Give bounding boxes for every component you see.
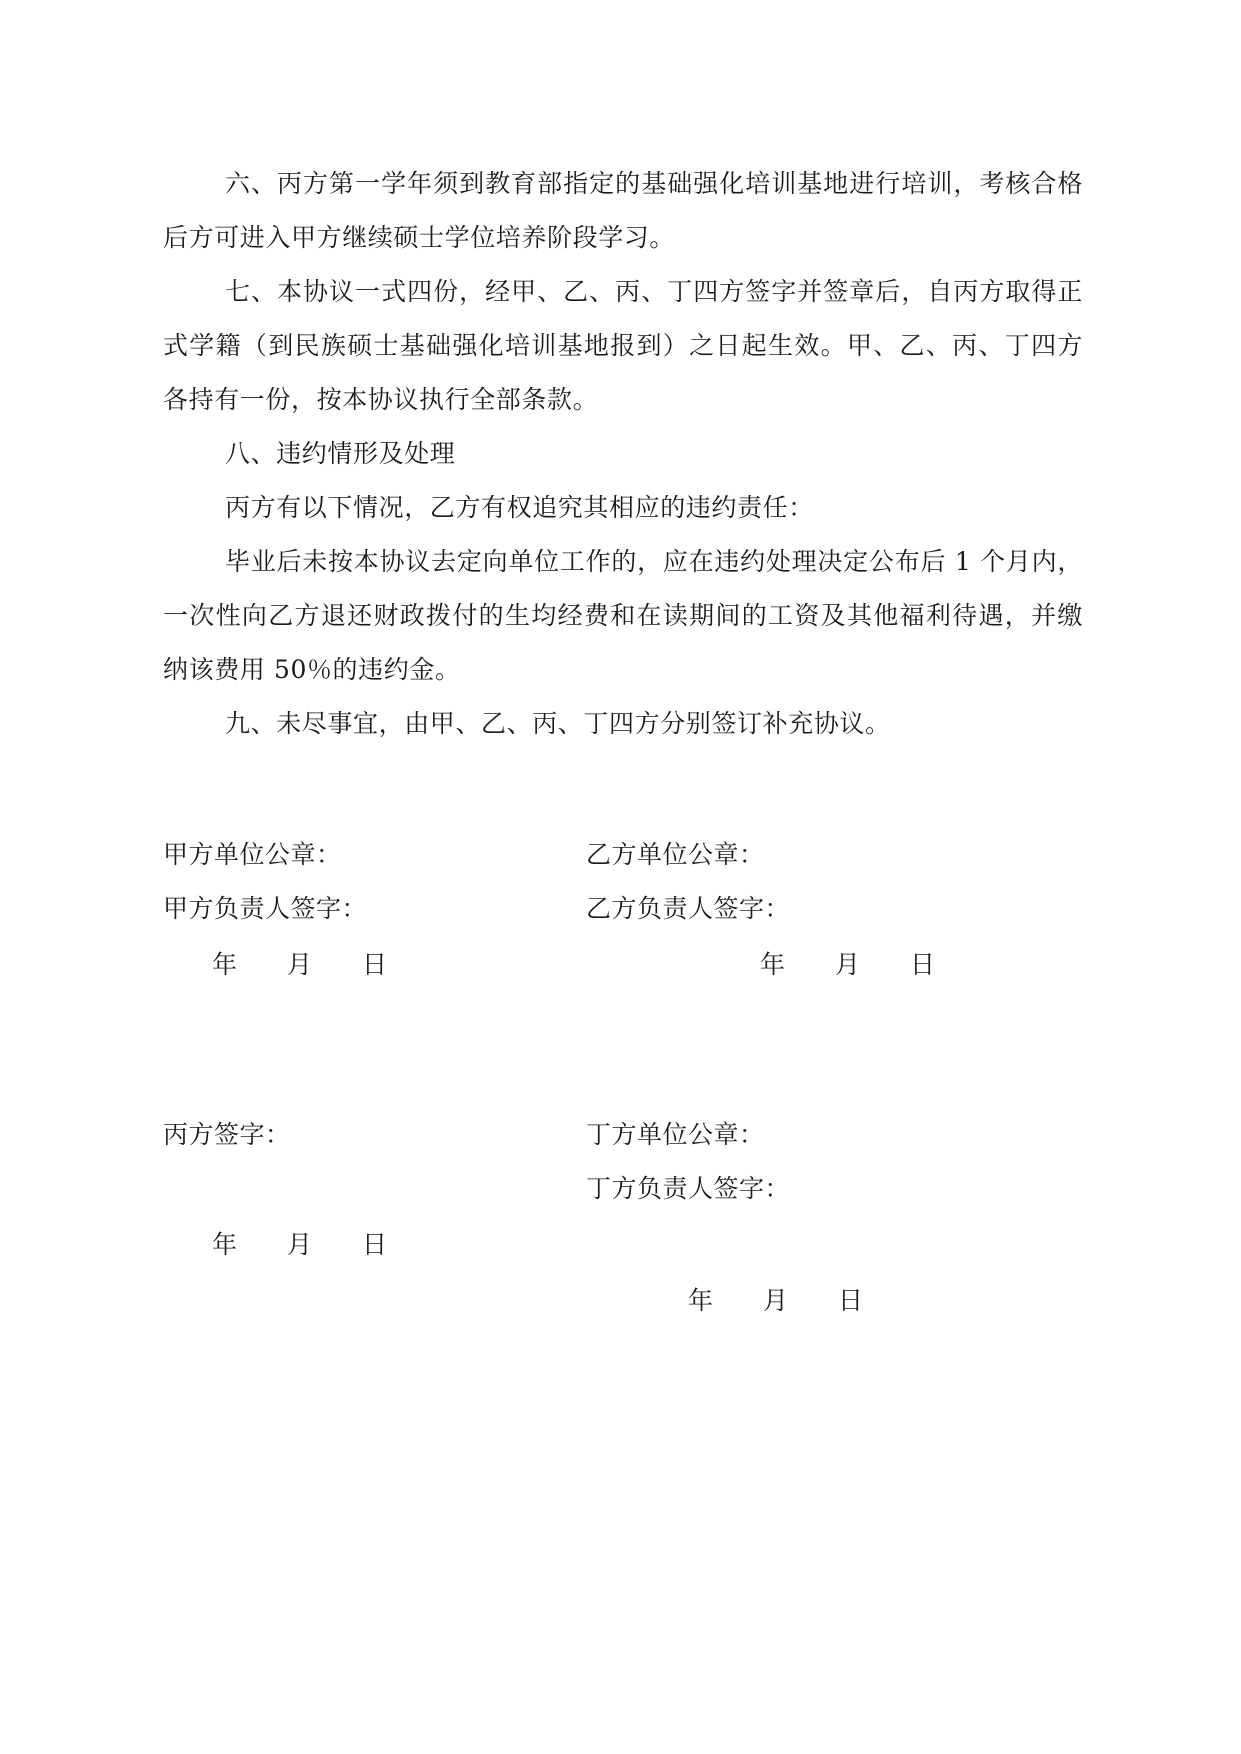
month-label: 月 <box>835 950 861 979</box>
party-d-sign-label: 丁方负责人签字： <box>586 1174 791 1203</box>
year-label: 年 <box>688 1286 714 1315</box>
day-label: 日 <box>910 950 936 979</box>
clause-nine: 九、未尽事宜，由甲、乙、丙、丁四方分别签订补充协议。 <box>225 709 891 738</box>
year-label: 年 <box>212 1230 238 1259</box>
month-label: 月 <box>763 1286 789 1315</box>
party-b-seal-label: 乙方单位公章： <box>586 840 765 869</box>
party-d-seal-label: 丁方单位公章： <box>586 1120 765 1149</box>
clause-eight-detail: 毕业后未按本协议去定向单位工作的，应在违约处理决定公布后 1 个月内，一次性向乙方退还财政拨付的生均经费和在读期间的工资及其他福利待遇，并缴纳该费用 50％的违约金。 <box>163 547 1083 684</box>
day-label: 日 <box>838 1286 864 1315</box>
year-label: 年 <box>760 950 786 979</box>
party-a-seal-label: 甲方单位公章： <box>163 840 342 869</box>
clause-six: 六、丙方第一学年须到教育部指定的基础强化培训基地进行培训，考核合格后方可进入甲方继续硕士学位培养阶段学习。 <box>163 169 1083 252</box>
clause-eight-title: 八、违约情形及处理 <box>225 439 456 468</box>
clause-seven: 七、本协议一式四份，经甲、乙、丙、丁四方签字并签章后，自丙方取得正式学籍（到民族硕士基础强化培训基地报到）之日起生效。甲、乙、丙、丁四方各持有一份，按本协议执行全部条款。 <box>163 277 1083 414</box>
month-label: 月 <box>287 1230 313 1259</box>
clause-eight-intro: 丙方有以下情况，乙方有权追究其相应的违约责任： <box>225 493 814 522</box>
party-b-sign-label: 乙方负责人签字： <box>586 894 791 923</box>
day-label: 日 <box>362 1230 388 1259</box>
month-label: 月 <box>287 950 313 979</box>
year-label: 年 <box>212 950 238 979</box>
party-a-sign-label: 甲方负责人签字： <box>163 894 368 923</box>
party-c-sign-label: 丙方签字： <box>163 1120 291 1149</box>
day-label: 日 <box>362 950 388 979</box>
